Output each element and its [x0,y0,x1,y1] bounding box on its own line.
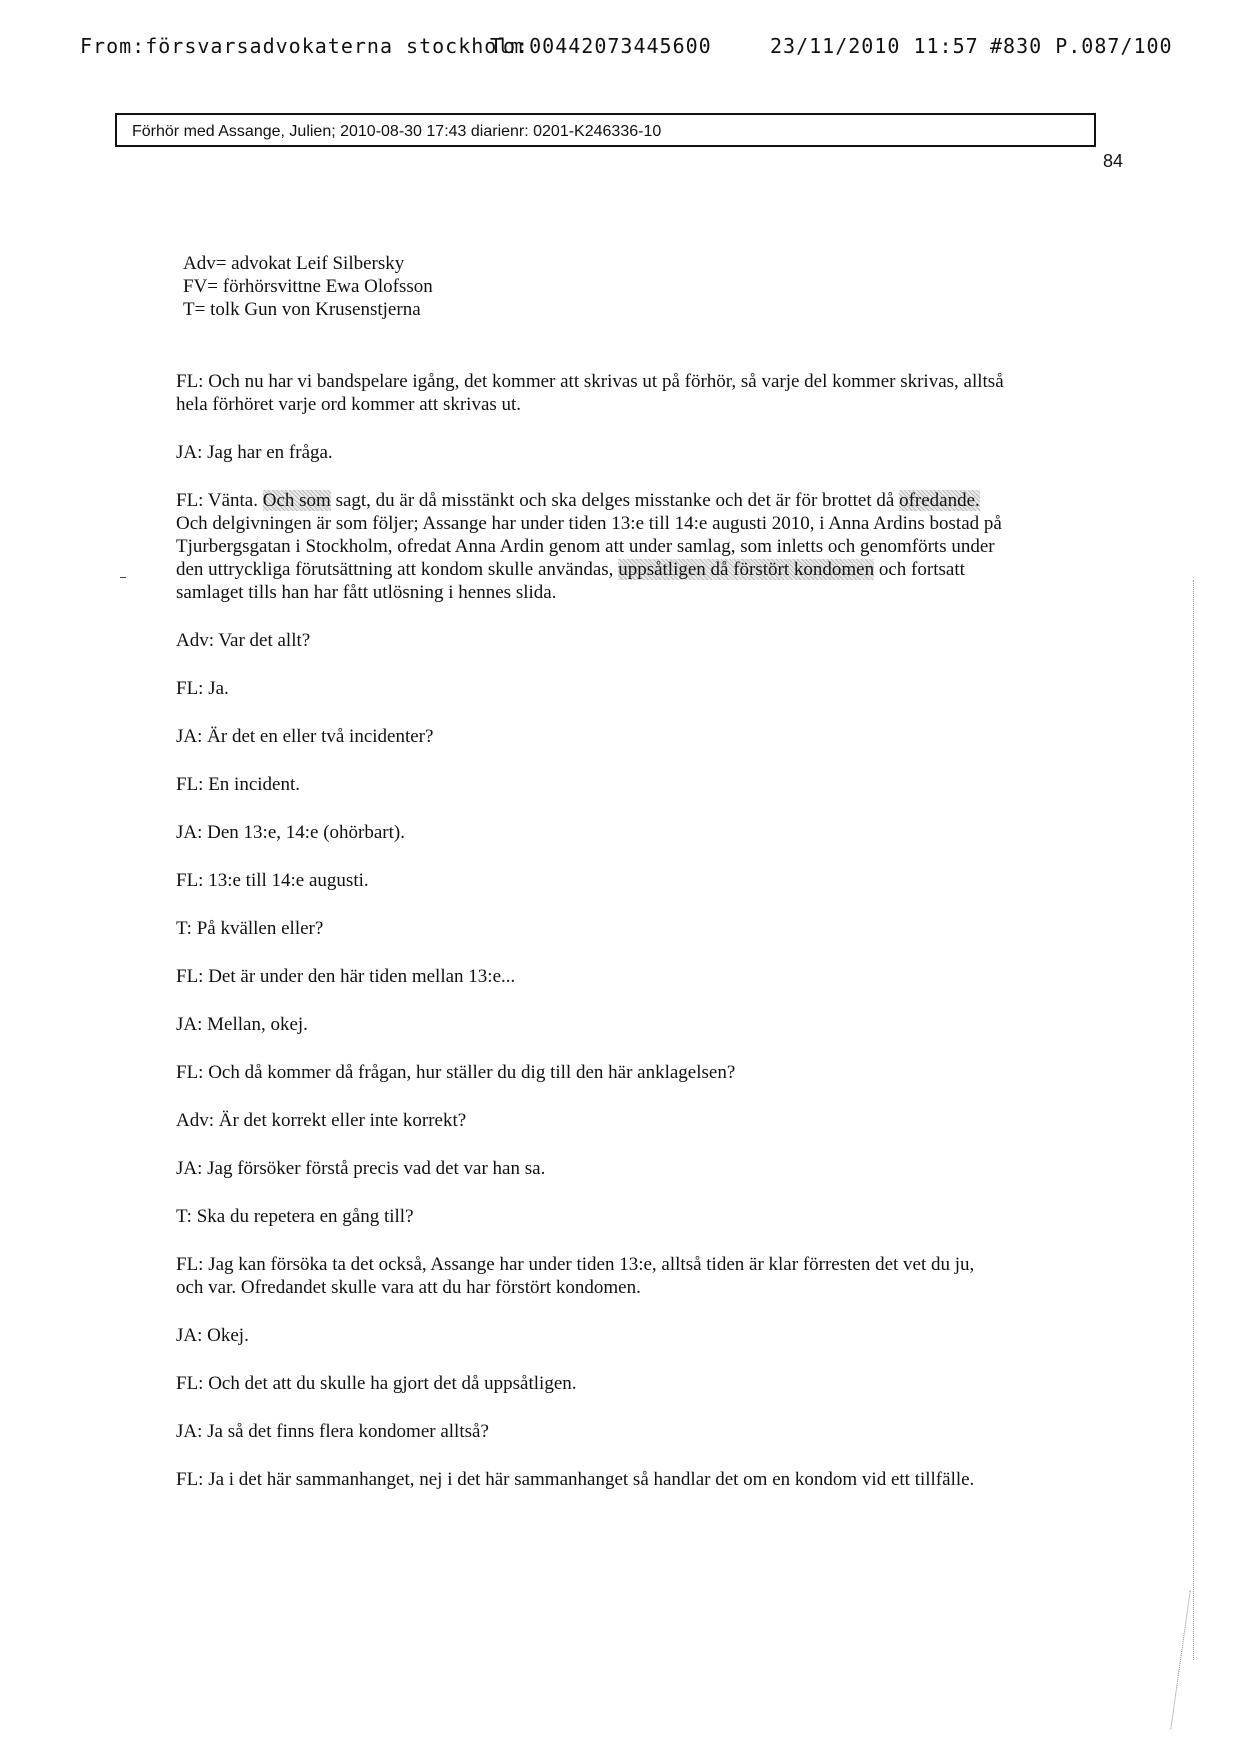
utterance: JA: Den 13:e, 14:e (ohörbart). [176,822,405,843]
fax-page-counter: #830 P.087/100 [990,34,1173,58]
utterance: FL: Och då kommer då frågan, hur ställer du dig till den här anklagelsen? [176,1062,736,1083]
utterance: FL: Det är under den här tiden mellan 13:e... [176,966,516,987]
utterance: FL: Ja. [176,678,229,699]
fax-recipient: To:00442073445600 [490,34,712,58]
highlighted-text: ofredande. [899,490,980,511]
scan-artifact-mark [120,577,126,578]
utterance-part: och fortsatt samlaget tills han har fått utlösning i hennes slida. [176,559,965,603]
utterance: FL: 13:e till 14:e augusti. [176,870,369,891]
utterance: JA: Ja så det finns flera kondomer alltså? [176,1421,489,1442]
utterance: T: På kvällen eller? [176,918,324,939]
utterance: JA: Okej. [176,1325,249,1346]
fax-header [80,34,1173,64]
record-header-text: Förhör med Assange, Julien; 2010-08-30 17:43 diarienr: 0201-K246336-10 [132,123,662,140]
utterance: JA: Jag försöker förstå precis vad det var han sa. [176,1158,546,1179]
utterance: FL: Jag kan försöka ta det också, Assange har under tiden 13:e, alltså tiden är klar förresten det vet du ju, och var. Ofredandet skulle vara att du har förstört kondomen. [176,1254,975,1298]
utterance: FL: Ja i det här sammanhanget, nej i det här sammanhanget så handlar det om en kondom vid ett tillfälle. [176,1469,975,1490]
utterance: Adv: Var det allt? [176,630,311,651]
scan-artifact-line [1193,580,1194,1660]
utterance-part: FL: Vänta. [176,490,263,511]
utterance: Adv: Är det korrekt eller inte korrekt? [176,1110,467,1131]
utterance: FL: En incident. [176,774,301,795]
fax-sender: From:försvarsadvokaterna stockholm [80,34,524,58]
utterance: FL: Och nu har vi bandspelare igång, det kommer att skrivas ut på förhör, så varje del kommer skrivas, alltså hela förhöret varje ord kommer att skrivas ut. [176,371,1004,415]
utterance: FL: Och det att du skulle ha gjort det då uppsåtligen. [176,1373,577,1394]
utterance-part: sagt, du är då misstänkt och ska delges misstanke och det är för brottet då [330,490,900,511]
utterance-part: Och delgivningen är som följer; Assange har under tiden 13:e till 14:e augusti 2010, i Anna Ardins bostad på Tjurbergsgatan i Stockholm, ofredat Anna Ardin genom att under samlag, som inletts och genomförts under den uttryckliga förutsättning att kondom skulle användas, [176,513,1002,580]
legend-item-fv: FV= förhörsvittne Ewa Olofsson [183,276,433,297]
legend-item-adv: Adv= advokat Leif Silbersky [183,253,405,274]
record-header-box [115,113,1096,147]
legend-item-t: T= tolk Gun von Krusenstjerna [183,299,421,320]
fax-date-time: 23/11/2010 11:57 [770,34,979,58]
participant-legend [183,252,433,321]
page-number: 84 [1103,151,1124,171]
highlighted-text: Och som [262,490,331,511]
utterance: JA: Mellan, okej. [176,1014,308,1035]
scan-artifact-line [1170,1591,1190,1730]
utterance-charge-statement [176,489,1006,604]
utterance: T: Ska du repetera en gång till? [176,1206,414,1227]
interview-transcript [176,370,1006,1516]
utterance: JA: Är det en eller två incidenter? [176,726,434,747]
highlighted-text: uppsåtligen då förstört kondomen [618,559,875,580]
utterance: JA: Jag har en fråga. [176,442,333,463]
